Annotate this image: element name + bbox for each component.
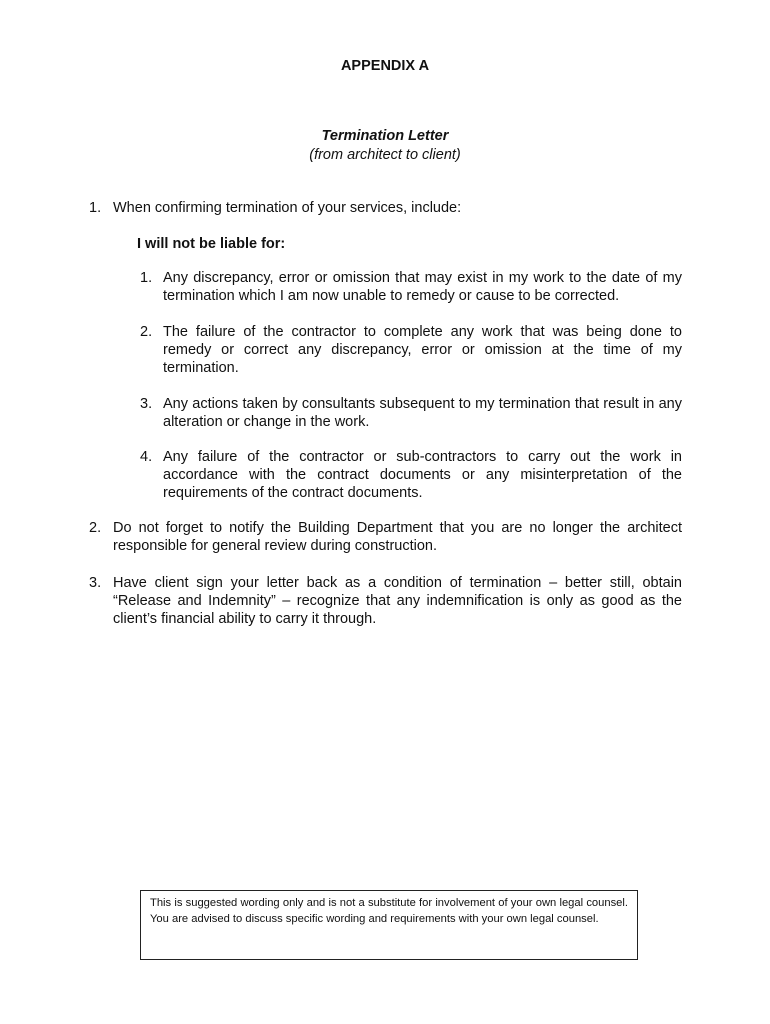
liable-heading: I will not be liable for:	[137, 236, 286, 252]
sub-item-text: The failure of the contractor to complete any work that was being done to remedy or correct any discrepancy, error or omission at the time of my termination.	[163, 324, 682, 376]
list-item-2	[89, 519, 682, 555]
list-item-1	[89, 199, 682, 217]
list-item-text: When confirming termination of your services, include:	[113, 200, 462, 216]
list-item-number: 3.	[89, 575, 102, 591]
list-item-text: Have client sign your letter back as a condition of termination – better still, obtain “Release and Indemnity” – recognize that any indemnification is only as good as the client’s financial ability to carry it through.	[113, 575, 682, 627]
disclaimer-box	[140, 890, 638, 960]
sub-item-text: Any failure of the contractor or sub-contractors to carry out the work in accordance with the contract documents or any misinterpretation of the requirements of the contract documents.	[163, 449, 682, 501]
sub-item-number: 4.	[140, 449, 153, 465]
letter-subtitle: (from architect to client)	[309, 147, 461, 163]
sub-item-2	[140, 323, 682, 377]
sub-item-number: 2.	[140, 324, 153, 340]
disclaimer-text: This is suggested wording only and is not a substitute for involvement of your own legal counsel. You are advised to discuss specific wording and requirements with your own legal counsel.	[150, 897, 628, 925]
list-item-3	[89, 574, 682, 628]
list-item-number: 1.	[89, 200, 102, 216]
sub-item-3	[140, 395, 682, 431]
list-item-text: Do not forget to notify the Building Department that you are no longer the architect responsible for general review during construction.	[113, 520, 682, 554]
sub-item-text: Any discrepancy, error or omission that may exist in my work to the date of my termination which I am now unable to remedy or cause to be corrected.	[163, 270, 682, 304]
sub-item-number: 3.	[140, 396, 153, 412]
sub-item-4	[140, 448, 682, 502]
list-item-number: 2.	[89, 520, 102, 536]
appendix-title: APPENDIX A	[340, 58, 430, 74]
sub-item-1	[140, 269, 682, 305]
sub-item-number: 1.	[140, 270, 153, 286]
sub-item-text: Any actions taken by consultants subsequent to my termination that result in any alteration or change in the work.	[163, 396, 682, 430]
letter-title: Termination Letter	[321, 128, 449, 144]
